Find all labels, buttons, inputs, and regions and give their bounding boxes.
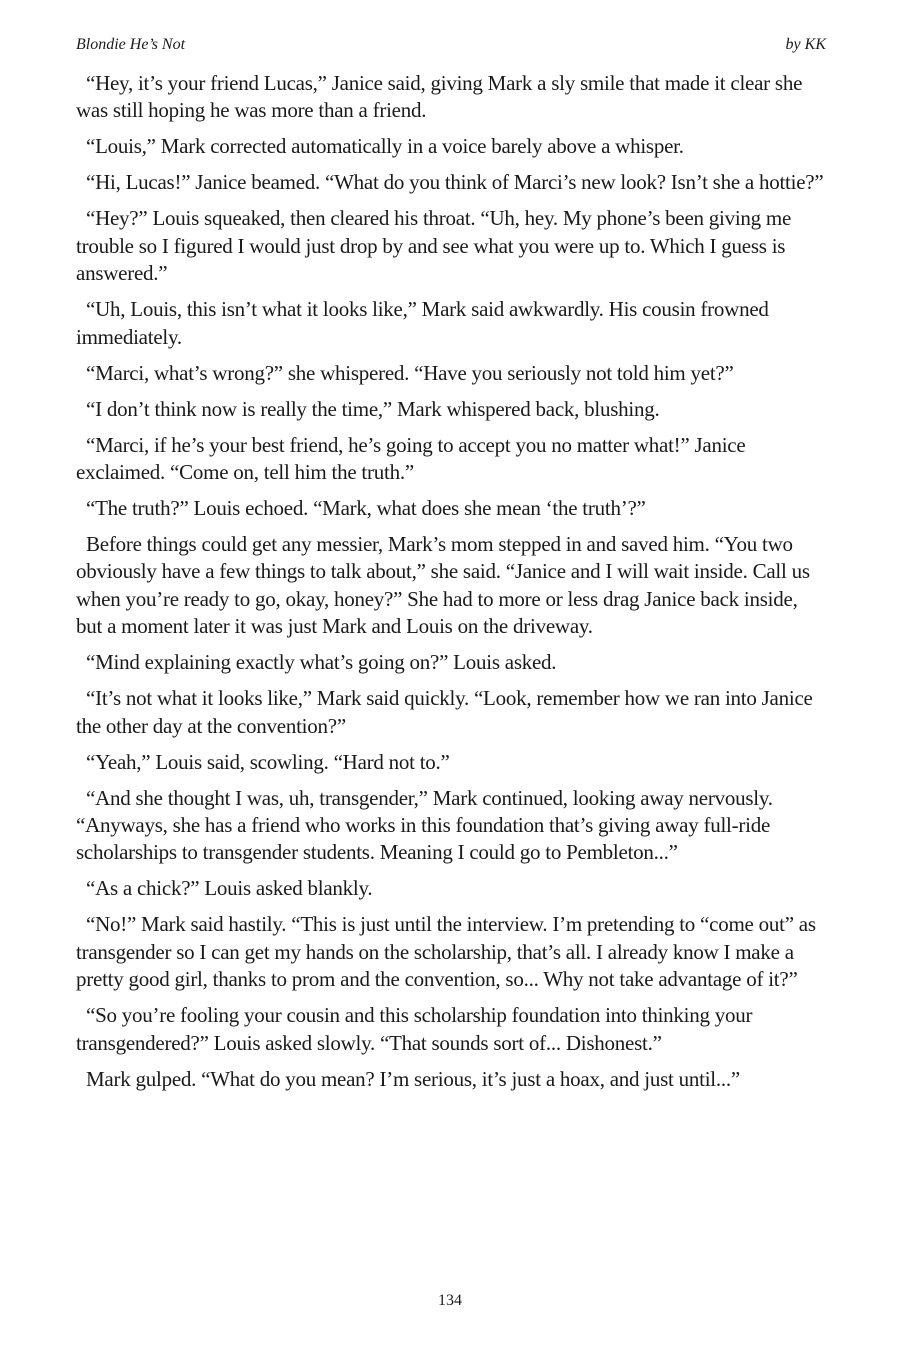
paragraph: “Uh, Louis, this isn’t what it looks like,” Mark said awkwardly. His cousin frowned immediately. — [76, 297, 769, 349]
running-header — [76, 36, 826, 58]
paragraph: “I don’t think now is really the time,” Mark whispered back, blushing. — [86, 396, 660, 421]
paragraph: “Hi, Lucas!” Janice beamed. “What do you think of Marci’s new look? Isn’t she a hottie?” — [86, 170, 824, 195]
paragraph: “So you’re fooling your cousin and this scholarship foundation into thinking your transgendered?” Louis asked slowly. “That sounds sort of... Dishonest.” — [76, 1003, 753, 1055]
paragraph: Before things could get any messier, Mark’s mom stepped in and saved him. “You two obviously have a few things to talk about,” she said. “Janice and I will wait inside. Call us when you’re ready to go, okay, honey?” She had to more or less drag Janice back inside, but a moment later it was just Mark and Louis on the driveway. — [76, 532, 810, 639]
paragraph: “Mind explaining exactly what’s going on?” Louis asked. — [86, 650, 557, 675]
paragraph: “No!” Mark said hastily. “This is just until the interview. I’m pretending to “come out” as transgender so I can get my hands on the scholarship, that’s all. I already know I make a pretty good girl, thanks to prom and the convention, so... Why not take advantage of it?” — [76, 912, 816, 992]
paragraph: “As a chick?” Louis asked blankly. — [86, 876, 373, 901]
book-title: Blondie He’s Not — [76, 36, 186, 53]
page-number: 134 — [438, 1292, 462, 1309]
author-credit: by KK — [785, 36, 826, 53]
paragraph: “Louis,” Mark corrected automatically in a voice barely above a whisper. — [86, 134, 684, 159]
paragraph: “Hey, it’s your friend Lucas,” Janice said, giving Mark a sly smile that made it clear she was still hoping he was more than a friend. — [76, 71, 803, 123]
paragraph: “Marci, what’s wrong?” she whispered. “Have you seriously not told him yet?” — [86, 360, 734, 385]
paragraph: “Marci, if he’s your best friend, he’s going to accept you no matter what!” Janice exclaimed. “Come on, tell him the truth.” — [76, 432, 746, 485]
paragraph: Mark gulped. “What do you mean? I’m serious, it’s just a hoax, and just until...” — [86, 1066, 740, 1091]
paragraph: “And she thought I was, uh, transgender,” Mark continued, looking away nervously. “Anyways, she has a friend who works in this foundation that’s giving away full-ride scholarships to transgender students. Meaning I could go to Pembleton...” — [76, 785, 773, 865]
paragraph: “It’s not what it looks like,” Mark said quickly. “Look, remember how we ran into Janice the other day at the convention?” — [76, 686, 813, 738]
paragraph: “The truth?” Louis echoed. “Mark, what does she mean ‘the truth’?” — [86, 496, 646, 521]
paragraph: “Yeah,” Louis said, scowling. “Hard not to.” — [86, 749, 450, 774]
paragraph: “Hey?” Louis squeaked, then cleared his throat. “Uh, hey. My phone’s been giving me trouble so I figured I would just drop by and see what you were up to. Which I guess is answered.” — [76, 206, 792, 286]
body-text — [76, 70, 826, 1102]
